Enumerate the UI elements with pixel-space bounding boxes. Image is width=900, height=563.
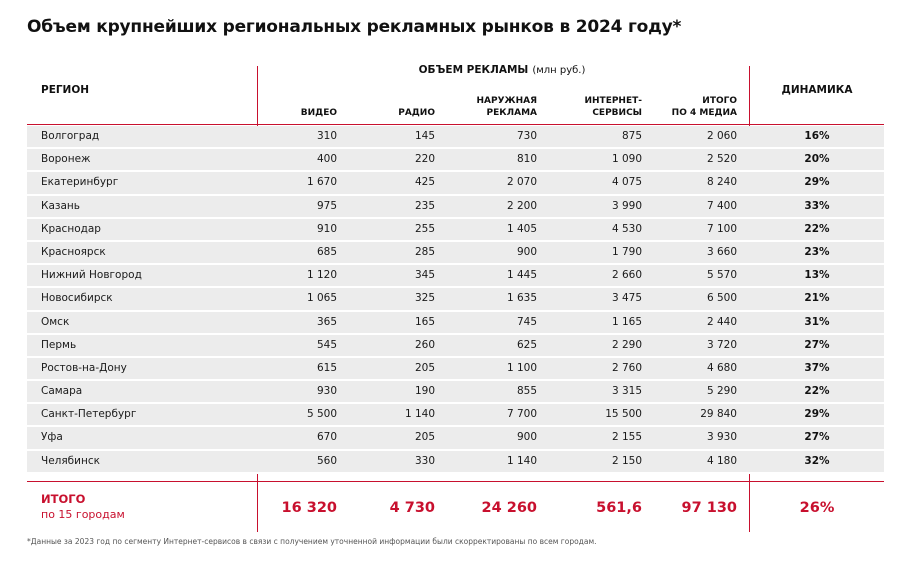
value-radio: 165 [414,315,435,328]
table-row [27,312,884,335]
value-video: 685 [316,245,337,258]
value-outdoor: 625 [516,338,537,351]
value-internet: 4 530 [611,222,642,235]
value-outdoor: 1 140 [506,454,537,467]
region-name: Омск [41,315,70,328]
value-internet: 2 150 [611,454,642,467]
value-outdoor: 900 [516,245,537,258]
value-dynamics: 29% [804,408,830,421]
header-dynamics: ДИНАМИКА [781,84,853,96]
header-volume-label: ОБЪЕМ РЕКЛАМЫ [418,64,529,76]
value-internet: 3 990 [611,199,642,212]
value-video: 670 [316,431,337,444]
table-row [27,219,884,242]
header-divider [27,124,884,125]
value-radio: 260 [414,338,435,351]
value-dynamics: 27% [804,431,830,444]
value-all-media: 3 720 [706,338,737,351]
totals-label-main: ИТОГО [41,492,86,506]
value-dynamics: 23% [804,245,830,258]
value-radio: 190 [414,385,435,398]
totals-label-sub: по 15 городам [41,508,125,521]
value-internet: 1 165 [611,315,642,328]
value-video: 1 065 [306,292,337,305]
value-outdoor: 745 [516,315,537,328]
subheader-line [347,95,435,107]
value-video: 5 500 [306,408,337,421]
totals-label [41,492,125,522]
value-all-media: 4 180 [706,454,737,467]
region-name: Казань [41,199,80,212]
value-outdoor: 810 [516,153,537,166]
value-all-media: 5 570 [706,269,737,282]
value-outdoor: 2 200 [506,199,537,212]
value-outdoor: 900 [516,431,537,444]
subheader-line: НАРУЖНАЯ [476,96,537,106]
value-radio: 205 [414,361,435,374]
table-row [27,451,884,474]
value-dynamics: 22% [804,222,830,235]
subheader-line: ПО 4 МЕДИА [671,108,737,118]
region-name: Краснодар [41,222,101,235]
value-dynamics: 20% [804,153,830,166]
region-name: Волгоград [41,130,100,142]
subheader-line: ИНТЕРНЕТ- [584,96,642,106]
value-dynamics: 32% [804,454,830,467]
value-all-media: 5 290 [706,385,737,398]
value-outdoor: 730 [516,130,537,142]
value-dynamics: 13% [804,269,830,282]
table-row [27,126,884,149]
total-all-media: 97 130 [681,500,737,516]
value-internet: 1 790 [611,245,642,258]
value-internet: 3 475 [611,292,642,305]
total-internet: 561,6 [596,500,642,516]
value-video: 560 [316,454,337,467]
value-dynamics: 16% [804,130,830,142]
subheader-all-media [647,95,737,119]
subheader-line: ВИДЕО [300,108,337,118]
region-name: Челябинск [41,454,100,467]
table-row [27,196,884,219]
value-dynamics: 21% [804,292,830,305]
value-outdoor: 1 405 [506,222,537,235]
header-region: РЕГИОН [41,84,90,96]
table-body [27,126,884,474]
value-all-media: 4 680 [706,361,737,374]
region-name: Санкт-Петербург [41,408,137,421]
subheader-line: РАДИО [398,108,435,118]
value-radio: 205 [414,431,435,444]
table-row [27,404,884,427]
region-name: Самара [41,385,83,398]
subheader-video [259,95,337,119]
table-row [27,172,884,195]
subheader-radio [347,95,435,119]
value-outdoor: 7 700 [506,408,537,421]
value-internet: 4 075 [611,176,642,189]
value-video: 615 [316,361,337,374]
value-all-media: 2 060 [706,130,737,142]
table-row [27,288,884,311]
subheader-line: РЕКЛАМА [486,108,537,118]
table-row [27,265,884,288]
value-radio: 235 [414,199,435,212]
table-row [27,358,884,381]
value-video: 910 [316,222,337,235]
subheader-line [259,95,337,107]
totals-divider [27,481,884,482]
value-outdoor: 1 100 [506,361,537,374]
value-radio: 330 [414,454,435,467]
value-all-media: 3 930 [706,431,737,444]
subheader-line: СЕРВИСЫ [592,108,642,118]
value-radio: 285 [414,245,435,258]
value-radio: 1 140 [404,408,435,421]
subheader-line: ИТОГО [702,96,737,106]
value-radio: 345 [414,269,435,282]
table-row [27,427,884,450]
value-radio: 145 [414,130,435,142]
value-dynamics: 31% [804,315,830,328]
value-video: 365 [316,315,337,328]
value-internet: 1 090 [611,153,642,166]
value-video: 975 [316,199,337,212]
value-radio: 325 [414,292,435,305]
value-video: 310 [316,130,337,142]
region-name: Красноярск [41,245,106,258]
value-internet: 15 500 [605,408,642,421]
value-all-media: 29 840 [700,408,737,421]
region-name: Екатеринбург [41,176,119,189]
table-row [27,381,884,404]
region-name: Новосибирск [41,292,113,305]
subheader-internet [547,95,642,119]
subheader-outdoor [447,95,537,119]
value-all-media: 2 440 [706,315,737,328]
value-all-media: 7 100 [706,222,737,235]
total-radio: 4 730 [389,500,435,516]
value-radio: 255 [414,222,435,235]
value-internet: 2 290 [611,338,642,351]
value-video: 1 670 [306,176,337,189]
value-outdoor: 855 [516,385,537,398]
value-all-media: 7 400 [706,199,737,212]
value-internet: 3 315 [611,385,642,398]
value-dynamics: 33% [804,199,830,212]
table-row [27,149,884,172]
value-video: 1 120 [306,269,337,282]
region-name: Нижний Новгород [41,269,142,282]
table-row [27,335,884,358]
region-name: Ростов-на-Дону [41,361,127,374]
total-outdoor: 24 260 [481,500,537,516]
value-all-media: 6 500 [706,292,737,305]
total-dynamics: 26% [799,500,835,516]
value-internet: 2 660 [611,269,642,282]
value-dynamics: 29% [804,176,830,189]
table-row [27,242,884,265]
value-dynamics: 37% [804,361,830,374]
value-radio: 425 [414,176,435,189]
value-internet: 2 760 [611,361,642,374]
value-internet: 875 [621,130,642,142]
value-all-media: 8 240 [706,176,737,189]
value-dynamics: 27% [804,338,830,351]
ad-market-table [27,60,884,530]
value-internet: 2 155 [611,431,642,444]
value-radio: 220 [414,153,435,166]
region-name: Воронеж [41,153,91,166]
value-outdoor: 2 070 [506,176,537,189]
value-all-media: 2 520 [706,153,737,166]
region-name: Уфа [41,431,63,444]
value-all-media: 3 660 [706,245,737,258]
footnote: *Данные за 2023 год по сегменту Интернет-сервисов в связи с получением уточненной информации были скорректированы по всем городам. [27,537,597,546]
total-video: 16 320 [281,500,337,516]
header-volume-unit: (млн руб.) [532,65,586,76]
value-video: 545 [316,338,337,351]
value-video: 400 [316,153,337,166]
value-dynamics: 22% [804,385,830,398]
value-outdoor: 1 445 [506,269,537,282]
header-volume [257,64,747,76]
value-outdoor: 1 635 [506,292,537,305]
value-video: 930 [316,385,337,398]
page-title: Объем крупнейших региональных рекламных рынков в 2024 году* [27,17,682,37]
region-name: Пермь [41,338,77,351]
